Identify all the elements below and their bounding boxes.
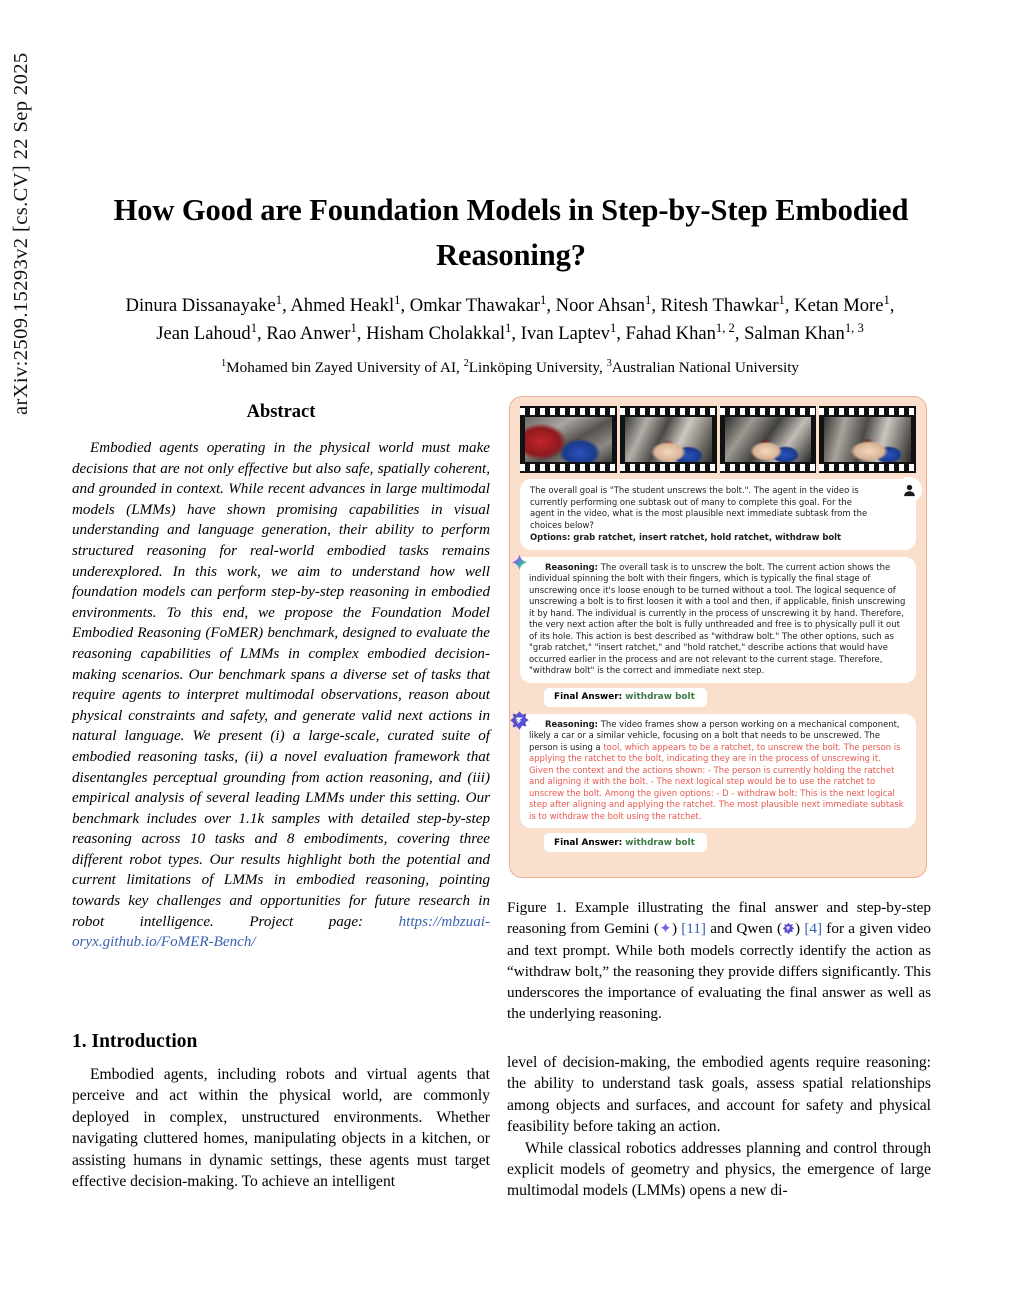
caption-segment-2: ) — [671, 920, 682, 938]
gemini-final-answer-label: Final Answer: — [554, 692, 623, 703]
prompt-text: The overall goal is "The student unscrews the bolt.". The agent in the video is currently performing one subtask out of many to complete this goal. For the agent in the video, what is the most plausible next immediate subtask from the choices below? — [530, 485, 868, 530]
video-frame-4 — [819, 406, 916, 473]
arxiv-stamp: arXiv:2509.15293v2 [cs.CV] 22 Sep 2025 — [10, 52, 32, 415]
qwen-logo-icon-inline — [782, 920, 795, 933]
author-line-2: Jean Lahoud$^1$, Rao Anwer$^1$, Hisham Cholakkal$^1$, Ivan Laptev$^1$, Fahad Khan$^{1, 2}$, Salman Khan$^{1, 3}$ — [156, 320, 864, 344]
qwen-final-answer-value: withdraw bolt — [625, 837, 695, 848]
introduction-paragraph-3: While classical robotics addresses planning and control through explicit models of geometry and physics, the emergence of large multimodal models (LMMs) opens a new di- — [507, 1139, 931, 1200]
caption-segment-4: ) — [795, 920, 805, 938]
video-frame-1 — [520, 406, 617, 473]
video-frame-3 — [720, 406, 817, 473]
abstract-body — [72, 438, 490, 953]
video-frame-2 — [620, 406, 717, 473]
gemini-reasoning-bubble — [520, 557, 916, 683]
user-silhouette-icon — [896, 477, 922, 503]
video-frame-2-image — [625, 417, 712, 462]
affiliations: $^1$Mohamed bin Zayed University of AI, $^2$Linköping University, $^3$Australian National University — [220, 357, 800, 376]
introduction-paragraph-1: Embodied agents, including robots and virtual agents that perceive and act within the physical world, are commonly deployed in complex, unstructured environments. Whether navigating cluttered homes, manipulating objects in a kitchen, or assisting humans in dynamic settings, these agents must target effective decision-making. To achieve an intelligent — [72, 1066, 490, 1191]
caption-segment-5: for a given video and text prompt. While both models correctly identify the action as “withdraw bolt,” the reasoning they provide differs significantly. This underscores the importance of evaluating the final answer as well as the underlying reasoning. — [507, 920, 931, 1023]
abstract-heading: Abstract — [246, 402, 316, 422]
gemini-final-answer-value: withdraw bolt — [625, 692, 695, 703]
prompt-bubble — [520, 479, 916, 550]
caption-segment-3: and Qwen ( — [706, 920, 783, 938]
prompt-options: Options: grab ratchet, insert ratchet, hold ratchet, withdraw bolt — [530, 532, 842, 543]
figure-1-caption — [507, 897, 931, 1025]
video-frame-1-image — [525, 417, 612, 462]
introduction-paragraph-2: level of decision-making, the embodied agents require reasoning: the ability to understand task goals, assess spatial relationships among objects and surfaces, and account for safety and physical feasibility before taking an action. — [507, 1054, 931, 1136]
author-list — [80, 292, 940, 348]
page-title: How Good are Foundation Models in Step-by-Step Embodied Reasoning? — [113, 193, 909, 273]
citation-11[interactable]: [11] — [681, 920, 706, 938]
caption-segment-1: Figure 1. Example illustrating the final answer and step-by-step reasoning from Gemini ( — [507, 899, 931, 938]
right-column-body — [507, 1052, 931, 1202]
project-page-link[interactable]: https://mbzuai-oryx.github.io/FoMER-Bench/ — [72, 913, 490, 951]
gemini-final-answer — [544, 688, 707, 707]
qwen-reasoning-bubble — [520, 714, 916, 829]
video-filmstrip — [520, 406, 916, 473]
gemini-sparkle-icon — [509, 553, 530, 574]
qwen-reasoning-text-red: tool, which appears to be a ratchet, to unscrew the bolt. The person is applying the ratchet to the bolt, indicating they are in the process of unscrewing it. Given the context and the actions shown: - The person is currently holding the ratchet and aligning it with the bolt. - The next logical step would be to use the ratchet to unscrew the bolt. Among the given options: - D - withdraw bolt: This is the next logical step after aligning and applying the ratchet. The most plausible next immediate subtask is to withdraw the bolt using the ratchet. — [529, 741, 904, 821]
video-frame-4-image — [824, 417, 911, 462]
abstract-text: Embodied agents operating in the physical world must make decisions that are not only effective but also safe, spatially coherent, and grounded in context. While recent advances in large multimodal models (LMMs) have shown promising capabilities in visual understanding and language generation, their ability to perform structured reasoning for real-world embodied tasks remains underexplored. In this work, we aim to understand how well foundation models can perform step-by-step reasoning in embodied environments. To this end, we propose the Foundation Model Embodied Reasoning (FoMER) benchmark, designed to evaluate the reasoning capabilities of LMMs in complex embodied decision-making scenarios. Our benchmark spans a diverse set of tasks that require agents to interpret multimodal observations, reason about physical constraints and safety, and generate valid next actions in natural language. We present (i) a large-scale, curated suite of embodied reasoning tasks, (ii) a novel evaluation framework that disentangles perceptual grounding from action reasoning, and (iii) empirical analysis of several leading LMMs under this setting. Our benchmark includes over 1.1k samples with detailed step-by-step reasoning across 10 tasks and 8 embodiments, covering three different robot types. Our results highlight both the potential and current limitations of LMMs in embodied reasoning, pointing towards key challenges and opportunities for future research in robot intelligence. Project page: — [72, 440, 490, 930]
qwen-final-answer — [544, 833, 707, 852]
author-line-1: Dinura Dissanayake$^1$, Ahmed Heakl$^1$, Omkar Thawakar$^1$, Noor Ahsan$^1$, Ritesh Thawkar$^1$, Ketan More$^1$, — [125, 292, 895, 316]
citation-4[interactable]: [4] — [804, 920, 823, 938]
qwen-final-answer-label: Final Answer: — [554, 837, 623, 848]
gemini-sparkle-icon-inline — [659, 920, 672, 933]
video-frame-3-image — [725, 417, 812, 462]
figure-1-container — [509, 396, 927, 878]
gemini-reasoning-text: The overall task is to unscrew the bolt. The current action shows the individual spinning the bolt with their fingers, which is typically the final stage of unscrewing once it's loose enough to be turned without a tool. The logical sequence of unscrewing a bolt is to first loosen it with a tool and then, if applicable, finish unscrewing it by hand. The individual is currently in the process of unscrewing it by hand. Therefore, the very next action after the bolt is fully unthreaded and free is to physically pull it out of its hole. This action is best described as "withdraw bolt." The other options, such as "grab ratchet," "insert ratchet," and "hold ratchet," describe actions that would have occurred earlier in the process and are not relevant to the current stage. Therefore, "withdraw bolt" is the correct and immediate next step. — [529, 561, 906, 676]
section-heading-introduction: 1. Introduction — [72, 1031, 198, 1052]
qwen-reasoning-text-black: The video frames show a person working on a mechanical component, likely a car or a similar vehicle, focusing on a bolt that needs to be unscrewed. The person is using a — [529, 718, 900, 752]
qwen-logo-icon — [509, 710, 530, 731]
gemini-reasoning-label: Reasoning: — [545, 561, 599, 572]
qwen-reasoning-label: Reasoning: — [545, 718, 599, 729]
